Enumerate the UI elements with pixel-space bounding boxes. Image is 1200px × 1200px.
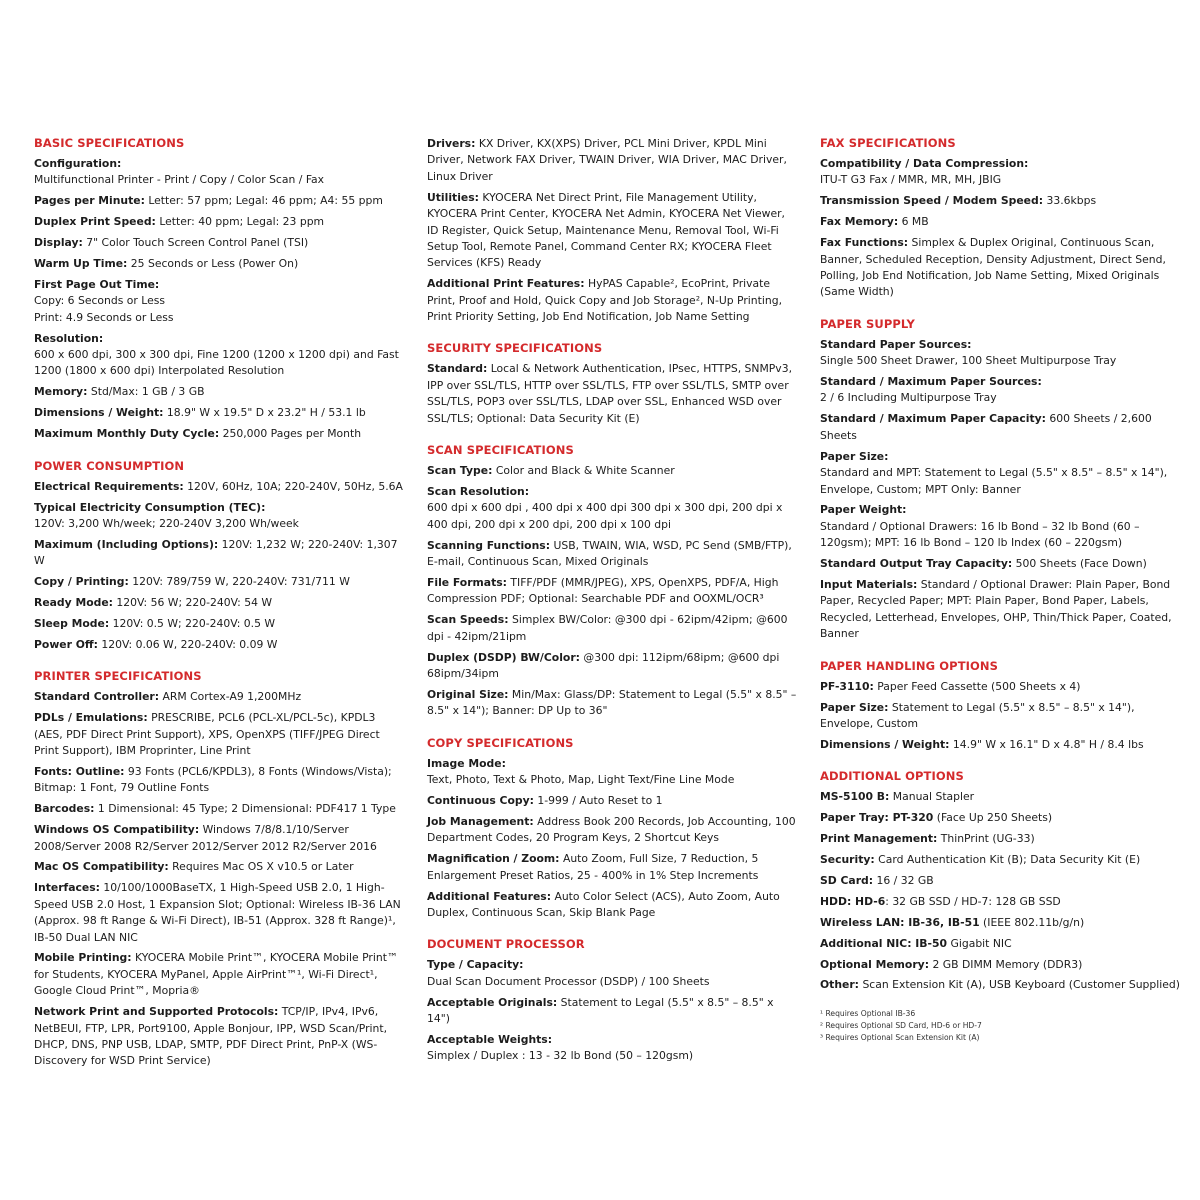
- spec-label: First Page Out Time:: [34, 277, 160, 291]
- spec-label: Original Size:: [427, 687, 509, 701]
- section-title: PAPER HANDLING OPTIONS: [820, 658, 998, 673]
- spec-value: TIFF/PDF (MMR/JPEG), XPS, OpenXPS, PDF/A, High Compression PDF; Optional: Searchable PDF and OOXML/OCR³: [427, 576, 779, 606]
- spec-value: Statement to Legal (5.5" x 8.5" – 8.5" x 14"), Envelope, Custom: [820, 700, 1135, 730]
- spec-entry: [427, 136, 797, 185]
- spec-value: Color and Black & White Scanner: [495, 464, 675, 478]
- spec-entry: [34, 595, 406, 611]
- spec-value: Address Book 200 Records, Job Accounting, 100 Department Codes, 20 Program Keys, 2 Shortcut Keys: [427, 815, 796, 845]
- spec-label: PF-3110:: [820, 679, 874, 693]
- spec-entry: [34, 764, 406, 797]
- section-additional-options: [820, 769, 1184, 994]
- spec-entry: [820, 577, 1184, 643]
- spec-entry: [34, 1004, 406, 1070]
- spec-value: Standard / Optional Drawer: Plain Paper, Bond Paper, Recycled Paper; MPT: Plain Paper, Bond Paper, Labels, Recycled, Letterhead, Envelopes, OHP, Thin/Thick Paper, Coated, Banner: [820, 578, 1172, 641]
- spec-label: Fax Functions:: [820, 236, 909, 250]
- spec-label: Copy / Printing:: [34, 575, 129, 589]
- footnote: ³ Requires Optional Scan Extension Kit (A): [820, 1032, 980, 1042]
- spec-value: Letter: 57 ppm; Legal: 46 ppm; A4: 55 ppm: [148, 194, 383, 208]
- spec-entry: [820, 235, 1184, 301]
- spec-value: Requires Mac OS X v10.5 or Later: [172, 860, 354, 874]
- spec-label: Job Management:: [427, 815, 534, 828]
- spec-value: 2 GB DIMM Memory (DDR3): [932, 957, 1083, 971]
- spec-label: Wireless LAN: IB-36, IB-51: [820, 915, 980, 929]
- spec-value: PRESCRIBE, PCL6 (PCL-XL/PCL-5c), KPDL3 (AES, PDF Direct Print Support), XPS, OpenXPS (TIFF/JPEG Direct Print Support), IBM Proprinter, Line Print: [34, 711, 380, 757]
- section-printer-specifications: [34, 669, 406, 1070]
- spec-label: Memory:: [34, 385, 88, 399]
- spec-entry: [427, 361, 797, 427]
- spec-entry: [427, 612, 797, 645]
- spec-label: Image Mode:: [427, 756, 506, 770]
- spec-label: Scanning Functions:: [427, 538, 551, 552]
- spec-label: Maximum (Including Options):: [34, 537, 219, 551]
- spec-label: Standard:: [427, 362, 488, 376]
- footnote: ¹ Requires Optional IB-36: [820, 1008, 916, 1018]
- section-drivers-utilities: [427, 136, 797, 325]
- spec-label: Electrical Requirements:: [34, 479, 184, 493]
- spec-entry: [34, 950, 406, 999]
- section-fax-specifications: [820, 136, 1184, 301]
- spec-label: Fax Memory:: [820, 215, 899, 229]
- spec-entry: [820, 873, 1184, 889]
- spec-value: 33.6kbps: [1046, 194, 1097, 208]
- spec-label: Power Off:: [34, 637, 98, 651]
- spec-label: Magnification / Zoom:: [427, 852, 560, 866]
- spec-value: KYOCERA Net Direct Print, File Management Utility, KYOCERA Print Center, KYOCERA Net Admin, KYOCERA Net Viewer, ID Register, Quick Setup, Maintenance Menu, Removal Tool, Wi-Fi Setup Tool, Remote Panel, Command Center RX; KYOCERA Fleet Services (KFS) Ready: [427, 190, 785, 270]
- spec-value: 2 / 6 Including Multipurpose Tray: [820, 391, 997, 405]
- spec-entry: [427, 538, 797, 571]
- section-title: SCAN SPECIFICATIONS: [427, 443, 574, 458]
- spec-entry: [427, 650, 797, 683]
- spec-label: Standard / Maximum Paper Capacity:: [820, 412, 1046, 426]
- section-title: PRINTER SPECIFICATIONS: [34, 669, 202, 684]
- spec-entry: [427, 484, 797, 533]
- spec-entry: [820, 894, 1184, 910]
- footnotes: [820, 1008, 1184, 1044]
- spec-label: Mac OS Compatibility:: [34, 860, 169, 874]
- spec-value: @300 dpi: 112ipm/68ipm; @600 dpi 68ipm/34ipm: [427, 650, 780, 681]
- spec-entry: [820, 679, 1184, 695]
- spec-value: Gigabit NIC: [950, 936, 1012, 950]
- spec-value: KX Driver, KX(XPS) Driver, PCL Mini Driver, KPDL Mini Driver, Network FAX Driver, TWAIN Driver, WIA Driver, MAC Driver, Linux Driver: [427, 137, 787, 183]
- spec-label: Other:: [820, 978, 859, 992]
- spec-value: Copy: 6 Seconds or Less Print: 4.9 Seconds or Less: [34, 294, 174, 324]
- spec-entry: [34, 277, 406, 326]
- section-title: COPY SPECIFICATIONS: [427, 735, 574, 750]
- spec-value: 120V: 0.5 W; 220-240V: 0.5 W: [112, 616, 276, 630]
- spec-value: TCP/IP, IPv4, IPv6, NetBEUI, FTP, LPR, Port9100, Apple Bonjour, IPP, WSD Scan/Print, DHCP, DNS, PNP USB, LDAP, SMTP, PDF Direct Print, PnP-X (WS-Discovery for WSD Print Service): [34, 1005, 388, 1068]
- footnote: ² Requires Optional SD Card, HD-6 or HD-7: [820, 1020, 982, 1030]
- section-document-processor: [427, 937, 797, 1064]
- spec-entry: [34, 214, 406, 230]
- spec-label: Paper Size:: [820, 700, 889, 714]
- spec-value: 93 Fonts (PCL6/KPDL3), 8 Fonts (Windows/Vista); Bitmap: 1 Font, 79 Outline Fonts: [34, 764, 392, 795]
- spec-value: Local & Network Authentication, IPsec, HTTPS, SNMPv3, IPP over SSL/TLS, HTTP over SSL/TLS, FTP over SSL/TLS, SMTP over SSL/TLS, POP3 over SSL/TLS, LDAP over SSL, Enhanced WSD over SSL/TLS; Optional: Data Security Kit (E): [427, 362, 793, 425]
- spec-value: Letter: 40 ppm; Legal: 23 ppm: [159, 215, 325, 229]
- spec-label: Drivers:: [427, 137, 476, 150]
- spec-label: Barcodes:: [34, 802, 95, 816]
- spec-value: Auto Zoom, Full Size, 7 Reduction, 5 Enlargement Preset Ratios, 25 - 400% in 1% Step Increments: [427, 852, 759, 882]
- spec-entry: [34, 384, 406, 400]
- section-title: POWER CONSUMPTION: [34, 458, 185, 473]
- spec-entry: [427, 463, 797, 479]
- spec-label: Transmission Speed / Modem Speed:: [820, 194, 1044, 208]
- spec-entry: [34, 880, 406, 946]
- spec-value: 120V: 56 W; 220-240V: 54 W: [116, 596, 273, 610]
- spec-label: Standard Controller:: [34, 690, 160, 704]
- spec-entry: [34, 156, 406, 189]
- section-title: ADDITIONAL OPTIONS: [820, 769, 964, 784]
- spec-entry: [820, 831, 1184, 847]
- spec-label: Scan Speeds:: [427, 613, 509, 627]
- spec-value: 250,000 Pages per Month: [222, 427, 362, 441]
- spec-label: Security:: [820, 853, 875, 866]
- spec-label: Acceptable Originals:: [427, 995, 558, 1009]
- section-title: FAX SPECIFICATIONS: [820, 136, 956, 150]
- spec-value: Standard / Optional Drawers: 16 lb Bond – 32 lb Bond (60 – 120gsm); MPT: 16 lb Bond – 120 lb Index (60 – 220gsm): [820, 519, 1140, 550]
- spec-value: 25 Seconds or Less (Power On): [130, 257, 299, 271]
- spec-entry: [820, 411, 1184, 444]
- spec-label: HDD: HD-6: [820, 894, 886, 908]
- spec-value: Dual Scan Document Processor (DSDP) / 100 Sheets: [427, 974, 710, 988]
- spec-value: Statement to Legal (5.5" x 8.5" – 8.5" x 14"): [427, 995, 774, 1026]
- spec-value: Simplex & Duplex Original, Continuous Scan, Banner, Scheduled Reception, Density Adjustment, Direct Send, Polling, Job End Notification, Job Name Setting, Mixed Originals (Same Width): [820, 236, 1166, 299]
- column-left: [34, 136, 406, 1074]
- spec-label: Optional Memory:: [820, 957, 930, 971]
- spec-entry: [34, 710, 406, 759]
- spec-label: Acceptable Weights:: [427, 1033, 553, 1047]
- spec-entry: [820, 449, 1184, 498]
- section-paper-supply: [820, 317, 1184, 643]
- spec-value: Paper Feed Cassette (500 Sheets x 4): [877, 679, 1081, 693]
- spec-entry: [34, 859, 406, 875]
- spec-entry: [820, 156, 1184, 189]
- spec-value: Min/Max: Glass/DP: Statement to Legal (5.5" x 8.5" – 8.5" x 14"); Banner: DP Up to 36": [427, 687, 797, 718]
- spec-value: Single 500 Sheet Drawer, 100 Sheet Multipurpose Tray: [820, 354, 1117, 368]
- spec-entry: [427, 687, 797, 720]
- spec-value: 6 MB: [901, 215, 929, 229]
- spec-value: Manual Stapler: [892, 790, 975, 804]
- spec-label: Pages per Minute:: [34, 194, 145, 208]
- spec-label: Network Print and Supported Protocols:: [34, 1005, 279, 1019]
- spec-value: 600 dpi x 600 dpi , 400 dpi x 400 dpi 300 dpi x 300 dpi, 200 dpi x 400 dpi, 200 dpi x 200 dpi, 200 dpi x 100 dpi: [427, 501, 783, 531]
- spec-entry: [427, 793, 797, 809]
- spec-entry: [34, 479, 406, 495]
- spec-label: Print Management:: [820, 832, 938, 846]
- spec-value: ARM Cortex-A9 1,200MHz: [162, 690, 302, 704]
- spec-value: 32 GB SSD / HD-7: 128 GB SSD: [892, 894, 1061, 908]
- spec-label: Fonts: Outline:: [34, 764, 125, 778]
- spec-entry: [427, 889, 797, 922]
- spec-value: 10/100/1000BaseTX, 1 High-Speed USB 2.0, 1 High-Speed USB 2.0 Host, 1 Expansion Slot; Optional: Wireless IB-36 LAN (Approx. 98 ft Range & Wi-Fi Direct), IB-51 (Approx. 328 ft Range)¹, IB-50 Dual LAN NIC: [34, 881, 401, 944]
- spec-label: Sleep Mode:: [34, 616, 110, 630]
- section-scan-specifications: [427, 443, 797, 720]
- spec-value: Standard and MPT: Statement to Legal (5.5" x 8.5" – 8.5" x 14"), Envelope, Custom; MPT Only: Banner: [820, 466, 1168, 496]
- section-basic-specifications: [34, 136, 406, 443]
- spec-label: Windows OS Compatibility:: [34, 823, 200, 837]
- spec-separator: :: [885, 894, 893, 908]
- spec-entry: [427, 276, 797, 325]
- spec-entry: [820, 977, 1184, 993]
- spec-label: SD Card:: [820, 873, 874, 887]
- spec-label: Warm Up Time:: [34, 257, 128, 271]
- spec-entry: [34, 235, 406, 251]
- spec-value: 1-999 / Auto Reset to 1: [537, 794, 663, 808]
- spec-value: 600 x 600 dpi, 300 x 300 dpi, Fine 1200 (1200 x 1200 dpi) and Fast 1200 (1800 x 600 dpi) Interpolated Resolution: [34, 348, 399, 378]
- spec-value: 14.9" W x 16.1" D x 4.8" H / 8.4 lbs: [952, 737, 1144, 751]
- spec-label: File Formats:: [427, 576, 507, 590]
- spec-value: Std/Max: 1 GB / 3 GB: [90, 385, 205, 399]
- spec-label: Additional NIC: IB-50: [820, 936, 948, 950]
- spec-label: Type / Capacity:: [427, 958, 524, 972]
- spec-value: Auto Color Select (ACS), Auto Zoom, Auto Duplex, Continuous Scan, Skip Blank Page: [427, 889, 780, 920]
- spec-entry: [34, 331, 406, 380]
- column-middle: [427, 136, 797, 1069]
- spec-entry: [427, 814, 797, 847]
- section-title: PAPER SUPPLY: [820, 316, 915, 331]
- spec-entry: [820, 502, 1184, 551]
- spec-label: Dimensions / Weight:: [820, 737, 950, 751]
- spec-value: ThinPrint (UG-33): [940, 832, 1035, 846]
- spec-label: Compatibility / Data Compression:: [820, 157, 1029, 170]
- spec-label: Paper Weight:: [820, 503, 907, 517]
- spec-entry: [427, 957, 797, 990]
- spec-entry: [34, 637, 406, 653]
- spec-entry: [820, 337, 1184, 370]
- spec-value: 120V: 1,232 W; 220-240V: 1,307 W: [34, 537, 398, 568]
- spec-value: 7" Color Touch Screen Control Panel (TSI): [86, 236, 309, 250]
- spec-label: Duplex (DSDP) BW/Color:: [427, 650, 580, 664]
- section-title: DOCUMENT PROCESSOR: [427, 937, 585, 952]
- spec-value: 120V, 60Hz, 10A; 220-240V, 50Hz, 5.6A: [187, 479, 403, 493]
- spec-value: ITU-T G3 Fax / MMR, MR, MH, JBIG: [820, 173, 1002, 187]
- spec-entry: [34, 256, 406, 272]
- spec-value: Multifunctional Printer - Print / Copy / Color Scan / Fax: [34, 173, 325, 187]
- spec-value: 500 Sheets (Face Down): [1015, 557, 1147, 571]
- spec-entry: [34, 500, 406, 533]
- spec-label: Paper Size:: [820, 449, 889, 463]
- spec-value: Windows 7/8/8.1/10/Server 2008/Server 2008 R2/Server 2012/Server 2012 R2/Server 2016: [34, 823, 377, 853]
- spec-label: Duplex Print Speed:: [34, 215, 156, 229]
- spec-value: 120V: 789/759 W, 220-240V: 731/711 W: [132, 575, 350, 589]
- spec-value: 16 / 32 GB: [876, 873, 934, 887]
- spec-entry: [34, 537, 406, 570]
- spec-value: USB, TWAIN, WIA, WSD, PC Send (SMB/FTP), E-mail, Continuous Scan, Mixed Originals: [427, 538, 792, 569]
- spec-label: Ready Mode:: [34, 596, 113, 610]
- spec-entry: [820, 737, 1184, 753]
- spec-entry: [427, 190, 797, 272]
- spec-label: Maximum Monthly Duty Cycle:: [34, 427, 220, 441]
- spec-value: Card Authentication Kit (B); Data Security Kit (E): [878, 853, 1141, 866]
- spec-value: 18.9" W x 19.5" D x 23.2" H / 53.1 lb: [166, 406, 366, 420]
- spec-entry: [820, 700, 1184, 733]
- spec-entry: [820, 957, 1184, 973]
- spec-label: Resolution:: [34, 331, 104, 345]
- spec-entry: [820, 789, 1184, 805]
- spec-entry: [820, 193, 1184, 209]
- spec-entry: [820, 915, 1184, 931]
- spec-label: PDLs / Emulations:: [34, 711, 148, 725]
- spec-label: Mobile Printing:: [34, 951, 132, 965]
- spec-label: Typical Electricity Consumption (TEC):: [34, 500, 266, 514]
- spec-label: MS-5100 B:: [820, 790, 890, 804]
- spec-entry: [34, 405, 406, 421]
- spec-entry: [34, 822, 406, 855]
- spec-entry: [427, 575, 797, 608]
- section-paper-handling-options: [820, 659, 1184, 754]
- spec-label: Standard Paper Sources:: [820, 337, 972, 351]
- spec-entry: [820, 852, 1184, 868]
- spec-entry: [820, 936, 1184, 952]
- spec-entry: [820, 556, 1184, 572]
- section-copy-specifications: [427, 736, 797, 922]
- spec-label: Standard / Maximum Paper Sources:: [820, 375, 1042, 389]
- spec-entry: [34, 574, 406, 590]
- spec-entry: [34, 426, 406, 442]
- spec-value: Text, Photo, Text & Photo, Map, Light Text/Fine Line Mode: [427, 773, 735, 787]
- spec-value: 600 Sheets / 2,600 Sheets: [820, 412, 1152, 442]
- spec-value: 120V: 3,200 Wh/week; 220-240V 3,200 Wh/week: [34, 516, 299, 530]
- spec-value: Simplex BW/Color: @300 dpi - 62ipm/42ipm; @600 dpi - 42ipm/21ipm: [427, 613, 788, 643]
- spec-label: Input Materials:: [820, 578, 918, 592]
- spec-label: Configuration:: [34, 157, 122, 170]
- spec-value: 120V: 0.06 W, 220-240V: 0.09 W: [101, 637, 278, 651]
- section-power-consumption: [34, 459, 406, 654]
- spec-value: (Face Up 250 Sheets): [936, 811, 1053, 825]
- spec-entry: [820, 374, 1184, 407]
- column-right: [820, 136, 1184, 1044]
- spec-value: Scan Extension Kit (A), USB Keyboard (Customer Supplied): [862, 978, 1180, 992]
- spec-label: Paper Tray: PT-320: [820, 811, 934, 825]
- spec-value: KYOCERA Mobile Print™, KYOCERA Mobile Print™ for Students, KYOCERA MyPanel, Apple AirPrint™¹, Wi-Fi Direct¹, Google Cloud Print™, Mopria®: [34, 951, 398, 998]
- spec-label: Standard Output Tray Capacity:: [820, 557, 1013, 571]
- spec-entry: [427, 756, 797, 789]
- spec-value: 1 Dimensional: 45 Type; 2 Dimensional: PDF417 1 Type: [97, 802, 396, 816]
- spec-label: Additional Print Features:: [427, 277, 585, 291]
- spec-entry: [427, 851, 797, 884]
- section-security-specifications: [427, 341, 797, 427]
- spec-entry: [427, 1032, 797, 1065]
- spec-label: Utilities:: [427, 190, 479, 204]
- spec-label: Additional Features:: [427, 889, 552, 903]
- spec-entry: [820, 214, 1184, 230]
- spec-entry: [427, 995, 797, 1028]
- spec-label: Continuous Copy:: [427, 794, 534, 808]
- spec-label: Dimensions / Weight:: [34, 406, 164, 420]
- spec-entry: [34, 193, 406, 209]
- spec-label: Scan Resolution:: [427, 485, 530, 498]
- spec-label: Scan Type:: [427, 464, 493, 478]
- spec-value: Simplex / Duplex : 13 - 32 lb Bond (50 – 120gsm): [427, 1049, 694, 1063]
- spec-entry: [34, 616, 406, 632]
- section-title: BASIC SPECIFICATIONS: [34, 136, 185, 150]
- spec-value: HyPAS Capable², EcoPrint, Private Print, Proof and Hold, Quick Copy and Job Storage², N-Up Printing, Print Priority Setting, Job End Notification, Job Name Setting: [427, 277, 783, 324]
- spec-entry: [34, 801, 406, 817]
- spec-entry: [34, 689, 406, 705]
- spec-label: Display:: [34, 236, 83, 250]
- spec-label: Interfaces:: [34, 881, 100, 895]
- spec-value: (IEEE 802.11b/g/n): [983, 915, 1085, 929]
- spec-entry: [820, 810, 1184, 826]
- section-title: SECURITY SPECIFICATIONS: [427, 341, 603, 356]
